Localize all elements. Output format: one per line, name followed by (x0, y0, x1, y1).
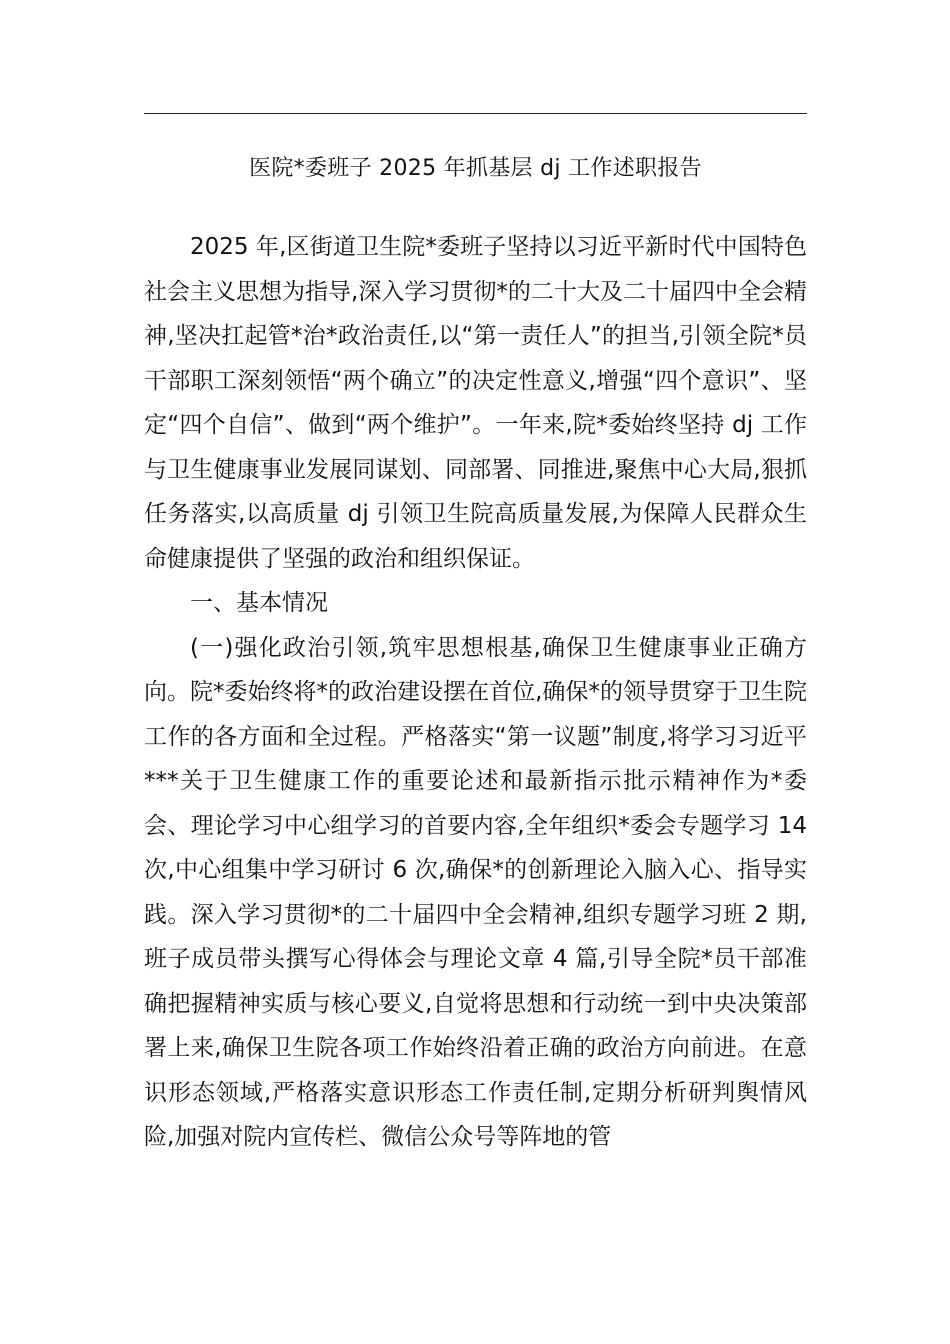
header-rule (144, 113, 807, 114)
section-paragraph: (一)强化政治引领,筑牢思想根基,确保卫生健康事业正确方向。院*委始终将*的政治建设摆在首位,确保*的领导贯穿于卫生院工作的各方面和全过程。严格落实“第一议题”制度,将学习习近平***关于卫生健康工作的重要论述和最新指示批示精神作为*委会、理论学习中心组学习的首要内容,全年组织*委会专题学习 14 次,中心组集中学习研讨 6 次,确保*的创新理论入脑入心、指导实践。深入学习贯彻*的二十届四中全会精神,组织专题学习班 2 期,班子成员带头撰写心得体会与理论文章 4 篇,引导全院*员干部准确把握精神实质与核心要义,自觉将思想和行动统一到中央决策部署上来,确保卫生院各项工作始终沿着正确的政治方向前进。在意识形态领域,严格落实意识形态工作责任制,定期分析研判舆情风险,加强对院内宣传栏、微信公众号等阵地的管 (144, 634, 807, 1150)
document-title: 医院*委班子 2025 年抓基层 dj 工作述职报告 (249, 156, 702, 181)
section-heading: 一、基本情况 (190, 590, 328, 616)
document-body (144, 225, 807, 1160)
intro-paragraph: 2025 年,区街道卫生院*委班子坚持以习近平新时代中国特色社会主义思想为指导,深入学习贯彻*的二十大及二十届四中全会精神,坚决扛起管*治*政治责任,以“第一责任人”的担当,引领全院*员干部职工深刻领悟“两个确立”的决定性意义,增强“四个意识”、坚定“四个自信”、做到“两个维护”。一年来,院*委始终坚持 dj 工作与卫生健康事业发展同谋划、同部署、同推进,聚焦中心大局,狠抓任务落实,以高质量 dj 引领卫生院高质量发展,为保障人民群众生命健康提供了坚强的政治和组织保证。 (144, 234, 807, 572)
